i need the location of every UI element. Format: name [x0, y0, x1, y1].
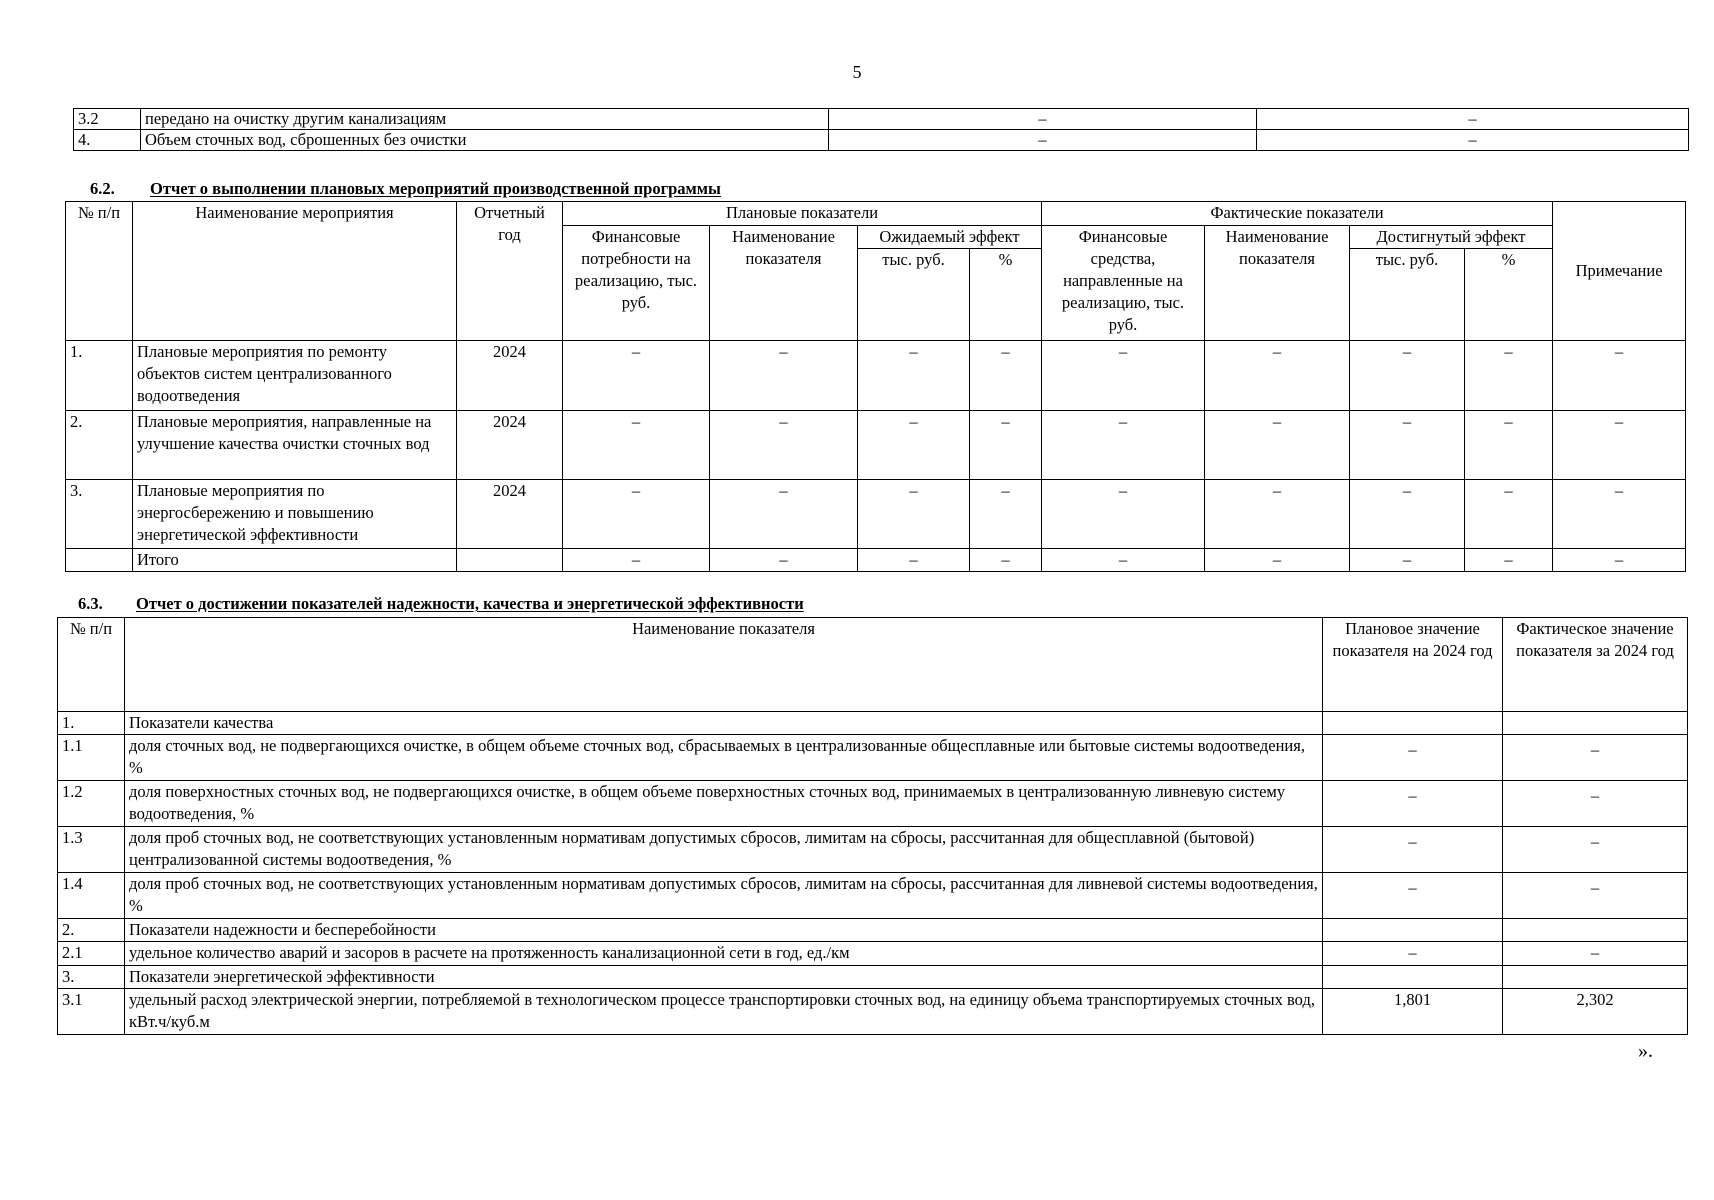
indicator-name: доля проб сточных вод, не соответствующих установленным нормативам допустимых сбросов, лимитам на сбросы, рассчитанная для общесплавной (бытовой) централизованной системы водоотведения, % — [125, 827, 1323, 873]
value-cell: – — [970, 411, 1042, 480]
value-cell: – — [1553, 341, 1686, 411]
col-header-indicator-name-actual: Наименование показателя — [1205, 226, 1350, 341]
actual-value: – — [1503, 942, 1688, 966]
row-number: 3. — [58, 966, 125, 989]
value-cell: – — [1042, 341, 1205, 411]
col-header-percent: % — [1465, 249, 1553, 341]
row-number: 1.4 — [58, 873, 125, 919]
value-cell: – — [1350, 480, 1465, 549]
indicator-group: Показатели качества — [125, 712, 1323, 735]
value-cell: – — [1205, 411, 1350, 480]
col-header-thous-rub: тыс. руб. — [1350, 249, 1465, 341]
report-year: 2024 — [457, 480, 563, 549]
col-header-expected-effect: Ожидаемый эффект — [858, 226, 1042, 249]
indicators-table — [57, 617, 1688, 1035]
planned-value: – — [1323, 827, 1503, 873]
row-number: 2. — [58, 919, 125, 942]
row-number: 3.2 — [74, 109, 141, 130]
row-number: 2.1 — [58, 942, 125, 966]
value-cell: – — [1553, 480, 1686, 549]
page-number: 5 — [852, 62, 862, 82]
value-cell: – — [563, 411, 710, 480]
closing-quote-mark: ». — [1638, 1040, 1653, 1062]
actual-value — [1503, 712, 1688, 735]
row-number: 4. — [74, 130, 141, 151]
value-cell: – — [858, 341, 970, 411]
value-cell: – — [1350, 411, 1465, 480]
col-header-percent: % — [970, 249, 1042, 341]
value-cell: – — [1205, 549, 1350, 572]
indicator-group: Показатели надежности и бесперебойности — [125, 919, 1323, 942]
value-cell: – — [710, 411, 858, 480]
row-number: 1. — [58, 712, 125, 735]
col-header-planned: Плановые показатели — [563, 202, 1042, 226]
value-cell: – — [1465, 549, 1553, 572]
value-cell: – — [1465, 411, 1553, 480]
total-label: Итого — [133, 549, 457, 572]
report-year — [457, 549, 563, 572]
indicator-name: доля поверхностных сточных вод, не подвергающихся очистке, в общем объеме поверхностных сточных вод, принимаемых в централизованную ливневую систему водоотведения, % — [125, 781, 1323, 827]
row-name: Объем сточных вод, сброшенных без очистки — [141, 130, 829, 151]
col-header-actual: Фактические показатели — [1042, 202, 1553, 226]
section-heading: Отчет о выполнении плановых мероприятий производственной программы — [150, 179, 721, 198]
activity-name: Плановые мероприятия по энергосбережению и повышению энергетической эффективности — [133, 480, 457, 549]
row-number — [66, 549, 133, 572]
value-cell: – — [1257, 109, 1689, 130]
col-header-actual: Фактическое значение показателя за 2024 год — [1503, 618, 1688, 712]
value-cell: – — [829, 130, 1257, 151]
value-cell: – — [858, 411, 970, 480]
value-cell: – — [1042, 411, 1205, 480]
planned-value — [1323, 919, 1503, 942]
table-row — [58, 966, 1688, 989]
planned-value — [1323, 712, 1503, 735]
table-row — [58, 942, 1688, 966]
col-header-name: Наименование мероприятия — [133, 202, 457, 341]
table-row — [58, 873, 1688, 919]
planned-value: – — [1323, 735, 1503, 781]
planned-value: – — [1323, 873, 1503, 919]
row-number: 1. — [66, 341, 133, 411]
indicator-group: Показатели энергетической эффективности — [125, 966, 1323, 989]
activity-name: Плановые мероприятия, направленные на улучшение качества очистки сточных вод — [133, 411, 457, 480]
col-header-note: Примечание — [1553, 202, 1686, 341]
value-cell: – — [710, 341, 858, 411]
col-header-achieved-effect: Достигнутый эффект — [1350, 226, 1553, 249]
col-header-num: № п/п — [58, 618, 125, 712]
row-number: 2. — [66, 411, 133, 480]
table-row — [58, 919, 1688, 942]
report-year: 2024 — [457, 341, 563, 411]
value-cell: – — [563, 549, 710, 572]
section-number: 6.2. — [90, 179, 115, 198]
value-cell: – — [858, 480, 970, 549]
section-63-title — [78, 594, 804, 614]
planned-value: 1,801 — [1323, 989, 1503, 1035]
indicator-name: удельный расход электрической энергии, потребляемой в технологическом процессе транспортировки сточных вод, на единицу объема транспортируемых сточных вод, кВт.ч/куб.м — [125, 989, 1323, 1035]
value-cell: – — [1257, 130, 1689, 151]
value-cell: – — [1553, 549, 1686, 572]
value-cell: – — [858, 549, 970, 572]
planned-value: – — [1323, 942, 1503, 966]
actual-value — [1503, 919, 1688, 942]
table-row — [74, 109, 1689, 130]
actual-value: – — [1503, 873, 1688, 919]
row-number: 1.3 — [58, 827, 125, 873]
col-header-fin-needs: Финансовые потребности на реализацию, тыс. руб. — [563, 226, 710, 341]
value-cell: – — [1465, 480, 1553, 549]
value-cell: – — [970, 480, 1042, 549]
row-number: 3. — [66, 480, 133, 549]
table-row — [58, 735, 1688, 781]
section-heading: Отчет о достижении показателей надежности, качества и энергетической эффективности — [136, 594, 804, 613]
total-row — [66, 549, 1686, 572]
col-header-year: Отчетный год — [457, 202, 563, 341]
actual-value: – — [1503, 781, 1688, 827]
value-cell: – — [970, 549, 1042, 572]
value-cell: – — [1350, 549, 1465, 572]
value-cell: – — [1205, 341, 1350, 411]
table-row — [74, 130, 1689, 151]
value-cell: – — [1042, 549, 1205, 572]
value-cell: – — [1553, 411, 1686, 480]
value-cell: – — [970, 341, 1042, 411]
value-cell: – — [1350, 341, 1465, 411]
activity-name: Плановые мероприятия по ремонту объектов систем централизованного водоотведения — [133, 341, 457, 411]
value-cell: – — [1465, 341, 1553, 411]
actual-value — [1503, 966, 1688, 989]
header-row — [66, 202, 1686, 226]
row-name: передано на очистку другим канализациям — [141, 109, 829, 130]
indicator-name: доля проб сточных вод, не соответствующих установленным нормативам допустимых сбросов, лимитам на сбросы, рассчитанная для ливневой системы водоотведения, % — [125, 873, 1323, 919]
value-cell: – — [829, 109, 1257, 130]
row-number: 1.2 — [58, 781, 125, 827]
row-number: 3.1 — [58, 989, 125, 1035]
continuation-table — [73, 108, 1689, 151]
col-header-name: Наименование показателя — [125, 618, 1323, 712]
section-number: 6.3. — [78, 594, 103, 613]
value-cell: – — [710, 480, 858, 549]
planned-value — [1323, 966, 1503, 989]
indicator-name: удельное количество аварий и засоров в расчете на протяженность канализационной сети в год, ед./км — [125, 942, 1323, 966]
section-62-title — [90, 179, 721, 199]
row-number: 1.1 — [58, 735, 125, 781]
table-row — [66, 480, 1686, 549]
table-row — [58, 827, 1688, 873]
table-row — [58, 989, 1688, 1035]
table-row — [58, 712, 1688, 735]
planned-value: – — [1323, 781, 1503, 827]
header-row — [58, 618, 1688, 712]
value-cell: – — [1042, 480, 1205, 549]
value-cell: – — [1205, 480, 1350, 549]
planned-activities-table — [65, 201, 1686, 572]
indicator-name: доля сточных вод, не подвергающихся очистке, в общем объеме сточных вод, сбрасываемых в централизованные общесплавные или бытовые системы водоотведения, % — [125, 735, 1323, 781]
col-header-num: № п/п — [66, 202, 133, 341]
actual-value: – — [1503, 735, 1688, 781]
value-cell: – — [710, 549, 858, 572]
report-year: 2024 — [457, 411, 563, 480]
col-header-indicator-name-planned: Наименование показателя — [710, 226, 858, 341]
table-row — [66, 341, 1686, 411]
table-row — [66, 411, 1686, 480]
actual-value: – — [1503, 827, 1688, 873]
table-row — [58, 781, 1688, 827]
actual-value: 2,302 — [1503, 989, 1688, 1035]
col-header-thous-rub: тыс. руб. — [858, 249, 970, 341]
value-cell: – — [563, 341, 710, 411]
col-header-fin-spent: Финансовые средства, направленные на реализацию, тыс. руб. — [1042, 226, 1205, 341]
col-header-planned: Плановое значение показателя на 2024 год — [1323, 618, 1503, 712]
value-cell: – — [563, 480, 710, 549]
